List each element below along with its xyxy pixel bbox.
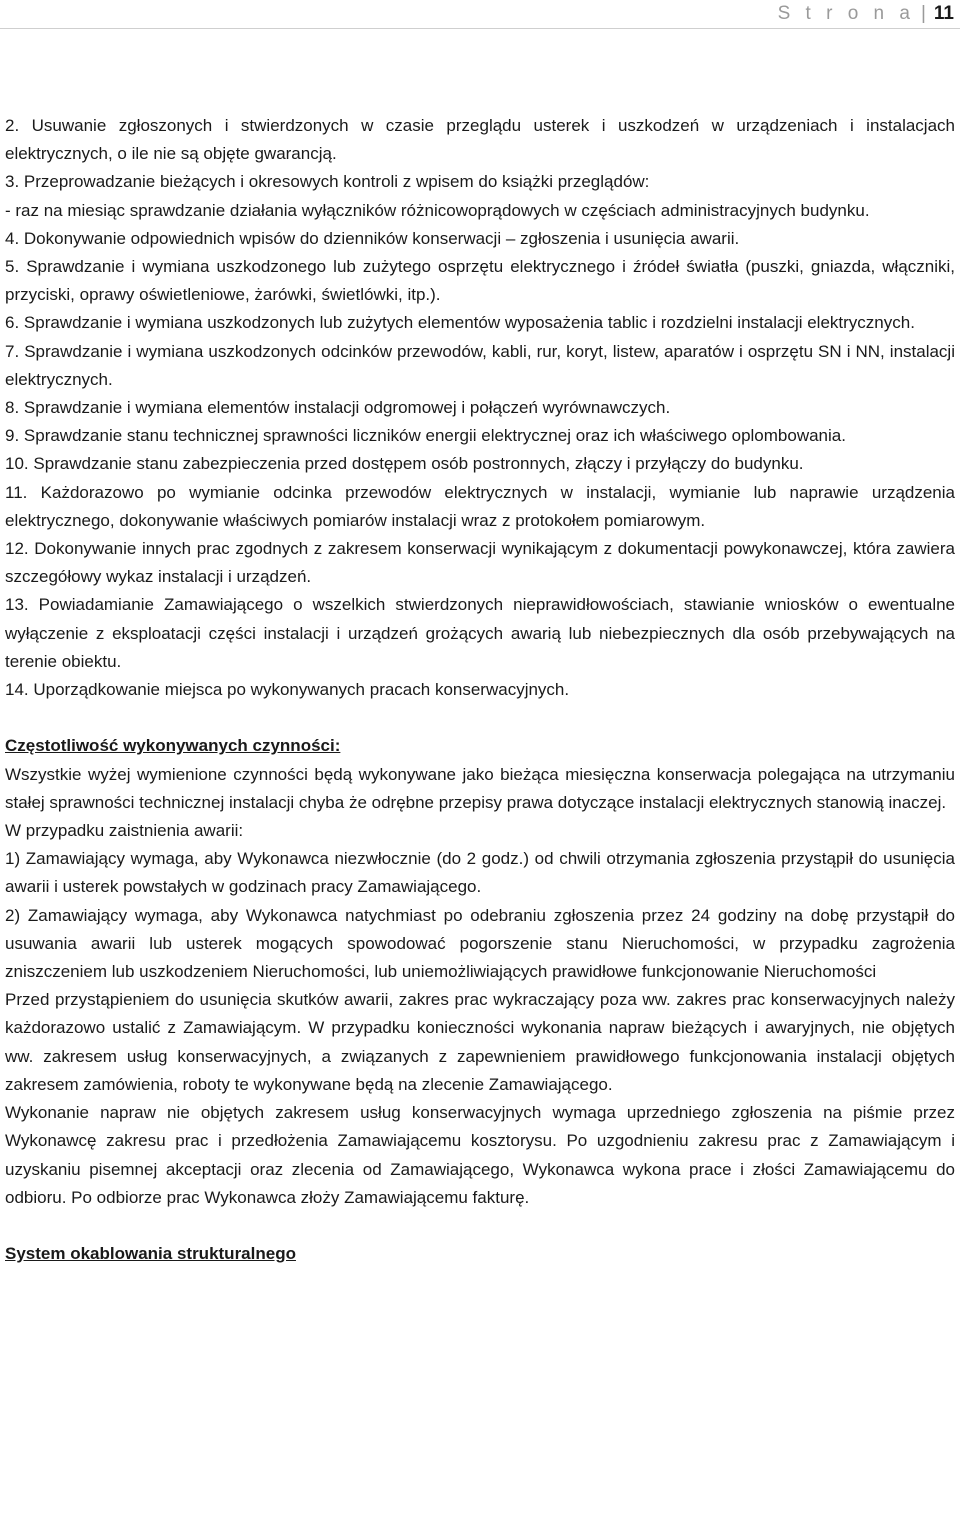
paragraph: 2) Zamawiający wymaga, aby Wykonawca natychmiast po odebraniu zgłoszenia przez 24 godziny na dobę przystąpił do usuwania awarii lub usterek mogących spowodować pogorszenie stanu Nieruchomości, w przypadku zagrożenia zniszczeniem lub uszkodzeniem Nieruchomości, lub uniemożliwiających prawidłowe funkcjonowanie Nieruchomości xyxy=(5,905,955,982)
page-number: 11 xyxy=(933,3,954,24)
paragraph: Wykonanie napraw nie objętych zakresem usług konserwacyjnych wymaga uprzedniego zgłoszenia na piśmie przez Wykonawcę zakresu prac i przedłożenia Zamawiającemu kosztorysu. Po uzgodnieniu zakresu prac z Zamawiającym i uzyskaniu pisemnej akceptacji oraz zlecenia od Zamawiającego, Wykonawca wykona prace i złości Zamawiającemu do odbioru. Po odbiorze prac Wykonawca złoży Zamawiającemu fakturę. xyxy=(5,1103,955,1207)
spacer xyxy=(5,704,955,732)
page-label: S t r o n a xyxy=(777,3,915,24)
list-item: 3. Przeprowadzanie bieżących i okresowych kontroli z wpisem do książki przeglądów: xyxy=(5,172,650,192)
list-item: 13. Powiadamianie Zamawiającego o wszelkich stwierdzonych nieprawidłowościach, stawianie wniosków o ewentualne wyłączenie z eksploatacji części instalacji i urządzeń grożących awarią lub niebezpiecznych dla osób przebywających na terenie obiektu. xyxy=(5,595,955,671)
list-item: 7. Sprawdzanie i wymiana uszkodzonych odcinków przewodów, kabli, rur, koryt, listew, aparatów i osprzętu SN i NN, instalacji elektrycznych. xyxy=(5,341,955,389)
paragraph: 1) Zamawiający wymaga, aby Wykonawca niezwłocznie (do 2 godz.) od chwili otrzymania zgłoszenia przystąpił do usunięcia awarii i usterek powstałych w godzinach pracy Zamawiającego. xyxy=(5,849,955,897)
list-item: - raz na miesiąc sprawdzanie działania wyłączników różnicowoprądowych w częściach administracyjnych budynku. xyxy=(5,200,870,220)
list-item: 2. Usuwanie zgłoszonych i stwierdzonych w czasie przeglądu usterek i uszkodzeń w urządzeniach i instalacjach elektrycznych, o ile nie są objęte gwarancją. xyxy=(5,116,955,164)
list-item: 4. Dokonywanie odpowiednich wpisów do dzienników konserwacji – zgłoszenia i usunięcia awarii. xyxy=(5,228,740,248)
header-separator: | xyxy=(920,3,926,24)
page-number-block xyxy=(778,2,954,26)
list-item: 11. Każdorazowo po wymianie odcinka przewodów elektrycznych w instalacji, wymianie lub naprawie urządzenia elektrycznego, dokonywanie właściwych pomiarów instalacji wraz z protokołem pomiarowym. xyxy=(5,482,955,530)
list-item: 10. Sprawdzanie stanu zabezpieczenia przed dostępem osób postronnych, złączy i przyłączy do budynku. xyxy=(5,454,804,474)
list-item: 8. Sprawdzanie i wymiana elementów instalacji odgromowej i połączeń wyrównawczych. xyxy=(5,398,671,418)
list-item: 6. Sprawdzanie i wymiana uszkodzonych lub zużytych elementów wyposażenia tablic i rozdzielni instalacji elektrycznych. xyxy=(5,313,915,333)
paragraph: Przed przystąpieniem do usunięcia skutków awarii, zakres prac wykraczający poza ww. zakres prac konserwacyjnych należy każdorazowo ustalić z Zamawiającym. W przypadku konieczności wykonania napraw bieżących i awaryjnych, nie objętych ww. zakresem usług konserwacyjnych, a związanych z zapewnieniem prawidłowego funkcjonowania instalacji objętych zakresem zamówienia, roboty te wykonywane będą na zlecenie Zamawiającego. xyxy=(5,990,955,1094)
list-item: 5. Sprawdzanie i wymiana uszkodzonego lub zużytego osprzętu elektrycznego i źródeł światła (puszki, gniazda, włączniki, przyciski, oprawy oświetleniowe, żarówki, świetlówki, itp.). xyxy=(5,257,955,305)
list-item: 12. Dokonywanie innych prac zgodnych z zakresem konserwacji wynikającym z dokumentacji powykonawczej, która zawiera szczegółowy wykaz instalacji i urządzeń. xyxy=(5,539,955,587)
paragraph: W przypadku zaistnienia awarii: xyxy=(5,821,244,841)
list-item: 9. Sprawdzanie stanu technicznej sprawności liczników energii elektrycznej oraz ich właściwego oplombowania. xyxy=(5,426,846,446)
document-body xyxy=(5,112,955,1268)
section-heading-cabling: System okablowania strukturalnego xyxy=(5,1244,296,1264)
paragraph: Wszystkie wyżej wymienione czynności będą wykonywane jako bieżąca miesięczna konserwacja polegająca na utrzymaniu stałej sprawności technicznej instalacji chyba że odrębne przepisy prawa dotyczące instalacji elektrycznych stanowią inaczej. xyxy=(5,764,955,812)
spacer xyxy=(5,1212,955,1240)
page-header xyxy=(0,0,960,29)
section-heading-frequency: Częstotliwość wykonywanych czynności: xyxy=(5,736,341,756)
list-item: 14. Uporządkowanie miejsca po wykonywanych pracach konserwacyjnych. xyxy=(5,680,570,700)
